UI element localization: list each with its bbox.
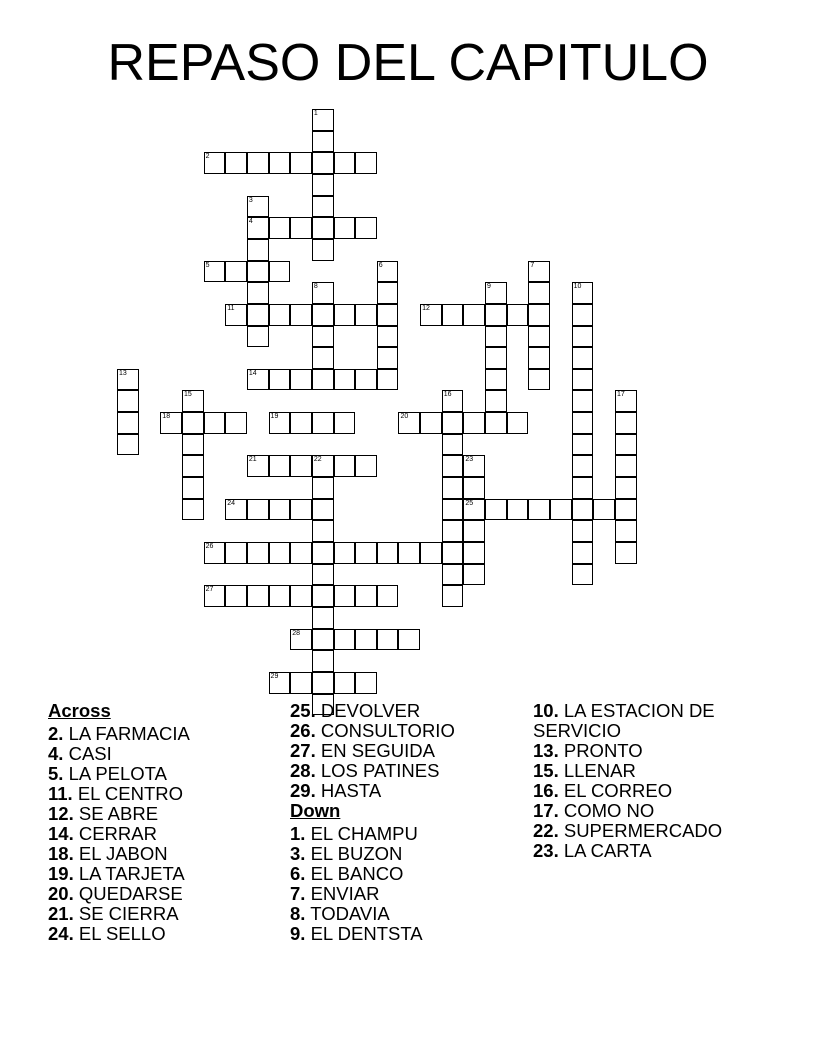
crossword-cell[interactable]: [377, 629, 399, 651]
crossword-cell[interactable]: [334, 672, 356, 694]
crossword-cell[interactable]: [117, 390, 139, 412]
crossword-cell[interactable]: [269, 672, 291, 694]
crossword-cell[interactable]: [290, 585, 312, 607]
crossword-cell[interactable]: [528, 282, 550, 304]
crossword-cell[interactable]: [312, 607, 334, 629]
crossword-cell[interactable]: [160, 412, 182, 434]
crossword-cell[interactable]: [572, 282, 594, 304]
crossword-cell[interactable]: [420, 412, 442, 434]
crossword-cell[interactable]: [290, 412, 312, 434]
cell-number: 22: [313, 456, 322, 464]
clues-column-1: [48, 701, 278, 944]
crossword-cell[interactable]: [312, 672, 334, 694]
crossword-cell[interactable]: [247, 217, 269, 239]
crossword-cell[interactable]: [225, 304, 247, 326]
crossword-cell[interactable]: [420, 304, 442, 326]
cell-number: 11: [227, 304, 235, 312]
cell-number: 25: [465, 499, 474, 507]
cell-number: 21: [248, 456, 257, 464]
crossword-cell[interactable]: [117, 434, 139, 456]
cell-number: 13: [119, 369, 127, 377]
cell-number: 1: [313, 110, 318, 117]
crossword-cell[interactable]: [528, 369, 550, 391]
crossword-cell[interactable]: [225, 585, 247, 607]
crossword-cell[interactable]: [615, 520, 637, 542]
crossword-cell[interactable]: [334, 585, 356, 607]
crossword-cell[interactable]: [225, 542, 247, 564]
crossword-cell[interactable]: [247, 261, 269, 283]
crossword-cell[interactable]: [398, 412, 420, 434]
cell-number: 4: [248, 218, 253, 226]
crossword-cell[interactable]: [247, 455, 269, 477]
crossword-cell[interactable]: [550, 499, 572, 521]
crossword-cell[interactable]: [312, 152, 334, 174]
cell-number: 19: [270, 413, 279, 421]
crossword-cell[interactable]: [355, 217, 377, 239]
crossword-cell[interactable]: [420, 542, 442, 564]
crossword-cell[interactable]: [312, 585, 334, 607]
cell-number: 27: [205, 586, 214, 594]
crossword-cell[interactable]: [312, 174, 334, 196]
crossword-cell[interactable]: [355, 542, 377, 564]
crossword-cell[interactable]: [442, 585, 464, 607]
crossword-cell[interactable]: [377, 304, 399, 326]
crossword-cell[interactable]: [615, 542, 637, 564]
crossword-cell[interactable]: [485, 304, 507, 326]
crossword-cell[interactable]: [117, 369, 139, 391]
crossword-cell[interactable]: [572, 542, 594, 564]
crossword-cell[interactable]: [355, 455, 377, 477]
crossword-cell[interactable]: [334, 542, 356, 564]
crossword-cell[interactable]: [204, 261, 226, 283]
crossword-cell[interactable]: [442, 412, 464, 434]
cell-number: 15: [183, 391, 192, 399]
crossword-cell[interactable]: [377, 326, 399, 348]
crossword-cell[interactable]: [312, 239, 334, 261]
crossword-cell[interactable]: [312, 499, 334, 521]
crossword-cell[interactable]: [247, 369, 269, 391]
crossword-cell[interactable]: [117, 412, 139, 434]
clue-across-25: 25. DEVOLVER: [290, 700, 421, 721]
clue-down-1: 1. EL CHAMPU: [290, 823, 418, 844]
clue-down-10: 10. LA ESTACION DE SERVICIO: [533, 700, 715, 741]
crossword-cell[interactable]: [247, 499, 269, 521]
crossword-cell[interactable]: [485, 390, 507, 412]
crossword-cell[interactable]: [312, 326, 334, 348]
crossword-cell[interactable]: [312, 282, 334, 304]
crossword-cell[interactable]: [312, 109, 334, 131]
crossword-cell[interactable]: [204, 585, 226, 607]
crossword-cell[interactable]: [507, 499, 529, 521]
clue-down-6: 6. EL BANCO: [290, 863, 404, 884]
crossword-cell[interactable]: [615, 390, 637, 412]
crossword-cell[interactable]: [572, 390, 594, 412]
clue-across-26: 26. CONSULTORIO: [290, 720, 455, 741]
crossword-cell[interactable]: [377, 542, 399, 564]
crossword-cell[interactable]: [334, 152, 356, 174]
crossword-cell[interactable]: [290, 542, 312, 564]
cell-number: 7: [530, 261, 535, 269]
cell-number: 3: [248, 196, 253, 204]
crossword-cell[interactable]: [290, 304, 312, 326]
crossword-cell[interactable]: [572, 434, 594, 456]
crossword-cell[interactable]: [312, 477, 334, 499]
clue-across-20: 20. QUEDARSE: [48, 883, 183, 904]
crossword-cell[interactable]: [485, 326, 507, 348]
clue-across-19: 19. LA TARJETA: [48, 863, 185, 884]
crossword-cell[interactable]: [442, 434, 464, 456]
cell-number: 26: [205, 543, 214, 550]
clue-down-15: 15. LLENAR: [533, 760, 636, 781]
crossword-cell[interactable]: [615, 412, 637, 434]
crossword-cell[interactable]: [355, 152, 377, 174]
clue-down-3: 3. EL BUZON: [290, 843, 403, 864]
cell-number: 2: [205, 153, 210, 161]
clue-down-17: 17. COMO NO: [533, 800, 655, 821]
crossword-cell[interactable]: [572, 499, 594, 521]
cell-number: 9: [487, 283, 491, 291]
crossword-cell[interactable]: [334, 455, 356, 477]
crossword-cell[interactable]: [572, 455, 594, 477]
crossword-cell[interactable]: [377, 585, 399, 607]
crossword-cell[interactable]: [442, 455, 464, 477]
crossword-cell[interactable]: [485, 282, 507, 304]
crossword-cell[interactable]: [528, 261, 550, 283]
crossword-cell[interactable]: [572, 477, 594, 499]
clue-across-27: 27. EN SEGUIDA: [290, 740, 435, 761]
cell-number: 5: [205, 261, 210, 269]
crossword-cell[interactable]: [312, 650, 334, 672]
clue-across-14: 14. CERRAR: [48, 823, 157, 844]
clue-down-22: 22. SUPERMERCADO: [533, 820, 723, 841]
crossword-cell[interactable]: [442, 390, 464, 412]
crossword-cell[interactable]: [463, 304, 485, 326]
crossword-cell[interactable]: [312, 542, 334, 564]
cell-number: 8: [313, 283, 318, 291]
crossword-cell[interactable]: [225, 261, 247, 283]
crossword-cell[interactable]: [312, 455, 334, 477]
crossword-cell[interactable]: [204, 152, 226, 174]
crossword-cell[interactable]: [247, 152, 269, 174]
crossword-cell[interactable]: [269, 369, 291, 391]
crossword-cell[interactable]: [334, 369, 356, 391]
crossword-cell[interactable]: [312, 196, 334, 218]
crossword-cell[interactable]: [355, 672, 377, 694]
crossword-cell[interactable]: [572, 326, 594, 348]
crossword-cell[interactable]: [290, 672, 312, 694]
crossword-cell[interactable]: [528, 304, 550, 326]
clue-down-23: 23. LA CARTA: [533, 840, 652, 861]
crossword-cell[interactable]: [312, 304, 334, 326]
crossword-cell[interactable]: [377, 261, 399, 283]
clue-down-8: 8. TODAVIA: [290, 903, 390, 924]
crossword-cell[interactable]: [334, 304, 356, 326]
crossword-cell[interactable]: [485, 499, 507, 521]
crossword-cell[interactable]: [269, 585, 291, 607]
crossword-cell[interactable]: [247, 196, 269, 218]
crossword-cell[interactable]: [247, 326, 269, 348]
crossword-cell[interactable]: [463, 520, 485, 542]
crossword-cell[interactable]: [247, 542, 269, 564]
crossword-cell[interactable]: [312, 131, 334, 153]
crossword-cell[interactable]: [182, 434, 204, 456]
cell-number: 20: [400, 413, 409, 421]
crossword-cell[interactable]: [182, 499, 204, 521]
crossword-cell[interactable]: [355, 369, 377, 391]
crossword-cell[interactable]: [290, 455, 312, 477]
crossword-cell[interactable]: [485, 347, 507, 369]
crossword-cell[interactable]: [312, 520, 334, 542]
crossword-cell[interactable]: [247, 585, 269, 607]
crossword-cell[interactable]: [269, 499, 291, 521]
crossword-cell[interactable]: [355, 629, 377, 651]
crossword-cell[interactable]: [442, 542, 464, 564]
crossword-cell[interactable]: [182, 477, 204, 499]
crossword-cell[interactable]: [485, 369, 507, 391]
clue-down-9: 9. EL DENTSTA: [290, 923, 423, 944]
cell-number: 14: [248, 369, 257, 377]
crossword-cell[interactable]: [398, 542, 420, 564]
crossword-cell[interactable]: [442, 499, 464, 521]
crossword-cell[interactable]: [615, 499, 637, 521]
cell-number: 24: [227, 499, 236, 507]
cell-number: 28: [292, 629, 300, 637]
crossword-cell[interactable]: [377, 369, 399, 391]
crossword-cell[interactable]: [572, 520, 594, 542]
crossword-cell[interactable]: [463, 477, 485, 499]
crossword-cell[interactable]: [355, 585, 377, 607]
crossword-cell[interactable]: [312, 564, 334, 586]
crossword-cell[interactable]: [572, 304, 594, 326]
clues-column-3: [533, 701, 773, 861]
crossword-cell[interactable]: [528, 326, 550, 348]
crossword-cell[interactable]: [334, 412, 356, 434]
crossword-cell[interactable]: [269, 542, 291, 564]
crossword-cell[interactable]: [204, 542, 226, 564]
crossword-cell[interactable]: [615, 477, 637, 499]
clue-down-13: 13. PRONTO: [533, 740, 643, 761]
crossword-cell[interactable]: [463, 412, 485, 434]
page-title: REPASO DEL CAPITULO: [107, 34, 709, 92]
crossword-cell[interactable]: [182, 390, 204, 412]
crossword-cell[interactable]: [463, 564, 485, 586]
crossword-cell[interactable]: [442, 520, 464, 542]
crossword-cell[interactable]: [572, 412, 594, 434]
crossword-cell[interactable]: [290, 152, 312, 174]
cell-number: 17: [616, 391, 625, 399]
clue-down-16: 16. EL CORREO: [533, 780, 673, 801]
crossword-cell[interactable]: [312, 217, 334, 239]
crossword-cell[interactable]: [225, 412, 247, 434]
crossword-cell[interactable]: [290, 629, 312, 651]
crossword-cell[interactable]: [269, 304, 291, 326]
cell-number: 10: [573, 283, 582, 291]
cell-number: 12: [422, 304, 430, 312]
crossword-cell[interactable]: [247, 304, 269, 326]
crossword-cell[interactable]: [312, 412, 334, 434]
clue-down-7: 7. ENVIAR: [290, 883, 380, 904]
clue-across-28: 28. LOS PATINES: [290, 760, 440, 781]
clue-across-21: 21. SE CIERRA: [48, 903, 179, 924]
crossword-cell[interactable]: [269, 152, 291, 174]
crossword-cell[interactable]: [572, 347, 594, 369]
across-heading: Across: [48, 700, 111, 721]
crossword-cell[interactable]: [225, 152, 247, 174]
crossword-cell[interactable]: [182, 412, 204, 434]
crossword-cell[interactable]: [290, 217, 312, 239]
clues-column-2: [290, 701, 525, 944]
crossword-cell[interactable]: [398, 629, 420, 651]
crossword-cell[interactable]: [377, 282, 399, 304]
clue-across-4: 4. CASI: [48, 743, 112, 764]
crossword-cell[interactable]: [182, 455, 204, 477]
crossword-cell[interactable]: [593, 499, 615, 521]
clue-across-5: 5. LA PELOTA: [48, 763, 167, 784]
crossword-cell[interactable]: [615, 434, 637, 456]
crossword-cell[interactable]: [269, 261, 291, 283]
crossword-cell[interactable]: [290, 499, 312, 521]
crossword-cell[interactable]: [507, 412, 529, 434]
crossword-cell[interactable]: [528, 347, 550, 369]
crossword-cell[interactable]: [377, 347, 399, 369]
crossword-cell[interactable]: [442, 304, 464, 326]
clue-across-2: 2. LA FARMACIA: [48, 723, 190, 744]
crossword-cell[interactable]: [334, 217, 356, 239]
crossword-cell[interactable]: [290, 369, 312, 391]
crossword-cell[interactable]: [312, 369, 334, 391]
crossword-cell[interactable]: [463, 499, 485, 521]
crossword-cell[interactable]: [528, 499, 550, 521]
cell-number: 6: [378, 261, 383, 269]
crossword-cell[interactable]: [312, 347, 334, 369]
crossword-cell[interactable]: [442, 564, 464, 586]
crossword-cell[interactable]: [334, 629, 356, 651]
crossword-cell[interactable]: [247, 282, 269, 304]
crossword-cell[interactable]: [572, 564, 594, 586]
crossword-cell[interactable]: [204, 412, 226, 434]
cell-number: 16: [443, 391, 452, 399]
clue-across-18: 18. EL JABON: [48, 843, 168, 864]
crossword-cell[interactable]: [247, 239, 269, 261]
crossword-cell[interactable]: [269, 412, 291, 434]
crossword-cell[interactable]: [572, 369, 594, 391]
crossword-cell[interactable]: [507, 304, 529, 326]
down-heading: Down: [290, 800, 341, 821]
crossword-cell[interactable]: [269, 217, 291, 239]
crossword-cell[interactable]: [269, 455, 291, 477]
crossword-cell[interactable]: [442, 477, 464, 499]
crossword-cell[interactable]: [485, 412, 507, 434]
clue-across-12: 12. SE ABRE: [48, 803, 159, 824]
crossword-cell[interactable]: [463, 455, 485, 477]
cell-number: 29: [270, 672, 279, 680]
cell-number: 23: [465, 456, 474, 464]
clue-across-29: 29. HASTA: [290, 780, 382, 801]
crossword-cell[interactable]: [615, 455, 637, 477]
crossword-cell[interactable]: [355, 304, 377, 326]
clue-across-11: 11. EL CENTRO: [48, 783, 184, 804]
crossword-cell[interactable]: [312, 629, 334, 651]
crossword-cell[interactable]: [225, 499, 247, 521]
cell-number: 18: [162, 413, 171, 421]
crossword-cell[interactable]: [463, 542, 485, 564]
clue-across-24: 24. EL SELLO: [48, 923, 166, 944]
